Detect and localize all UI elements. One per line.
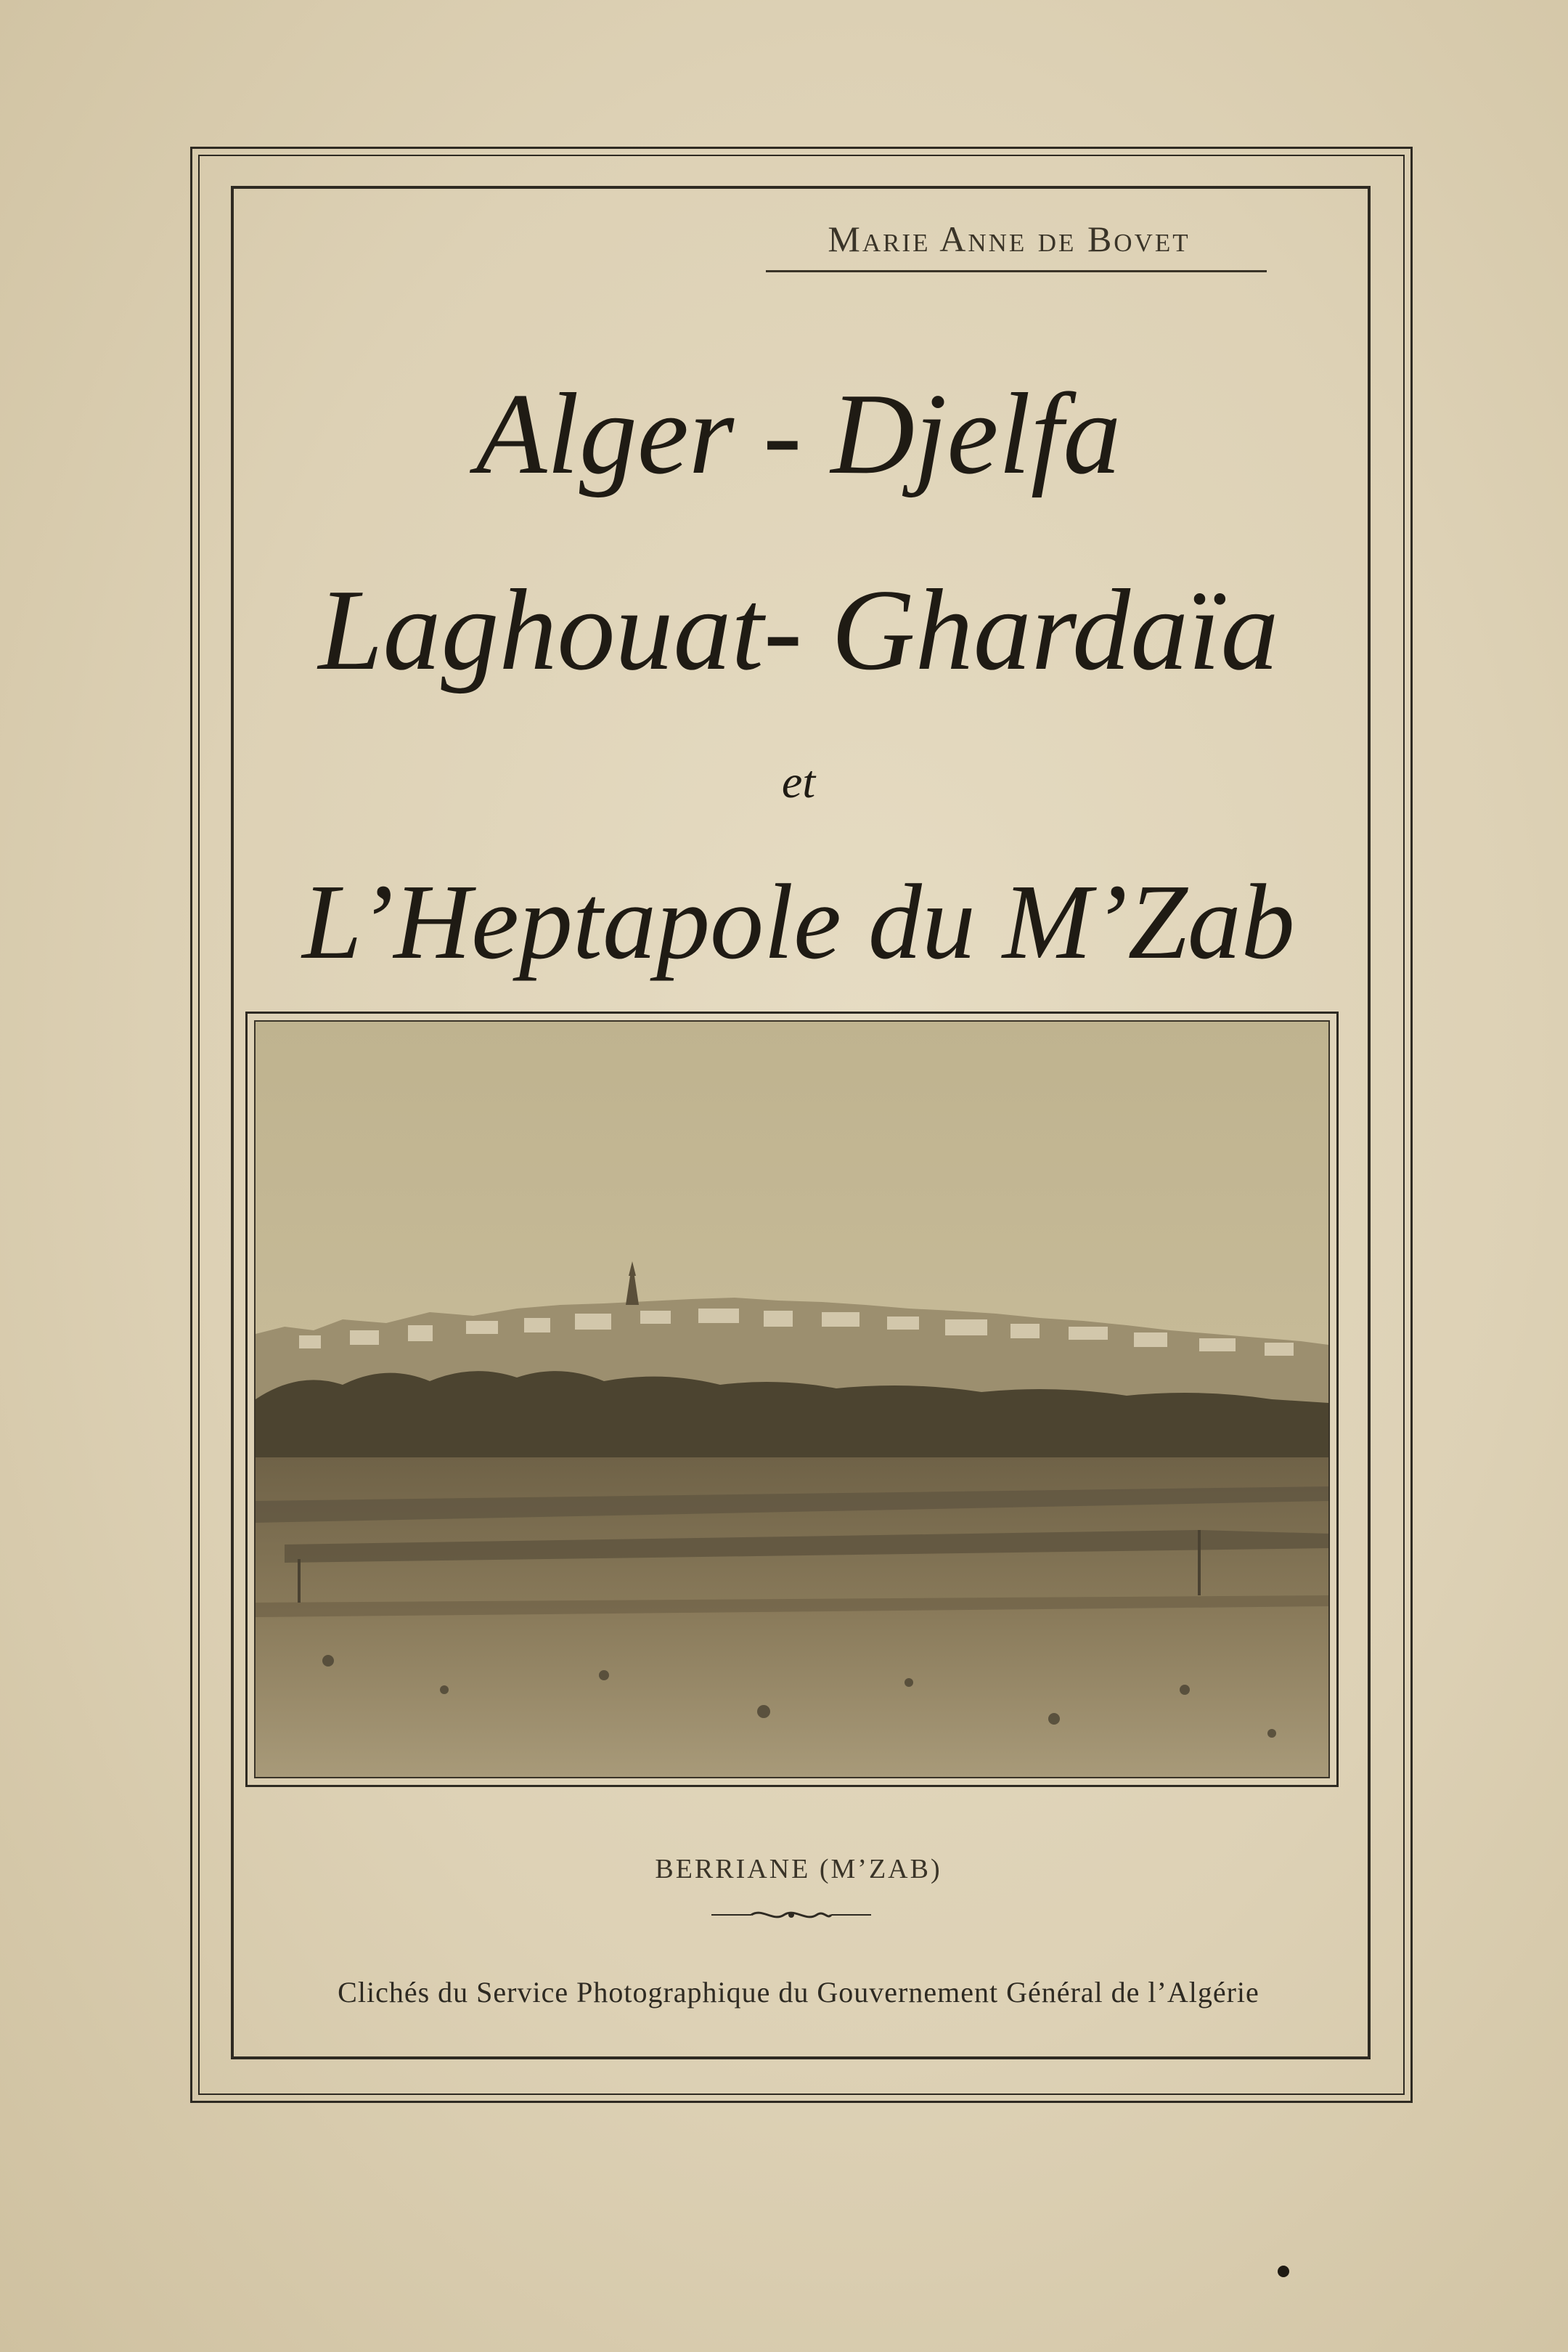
title-conjunction: et	[781, 756, 816, 807]
ornament-divider-icon	[708, 1904, 875, 1929]
ink-mark	[1278, 2266, 1289, 2277]
photo-credits: Clichés du Service Photographique du Gouvernement Général de l’Algérie	[338, 1976, 1259, 2009]
title-line-3: L’Heptapole du M’Zab	[302, 863, 1295, 982]
title-line-1: Alger - Djelfa	[475, 369, 1122, 498]
photograph-image	[254, 1020, 1330, 1778]
photo-caption: BERRIANE (M’ZAB)	[655, 1854, 942, 1884]
author-underline	[766, 270, 1267, 272]
title-line-2: Laghouat- Ghardaïa	[318, 565, 1279, 694]
author-name: Marie Anne de Bovet	[828, 219, 1191, 259]
